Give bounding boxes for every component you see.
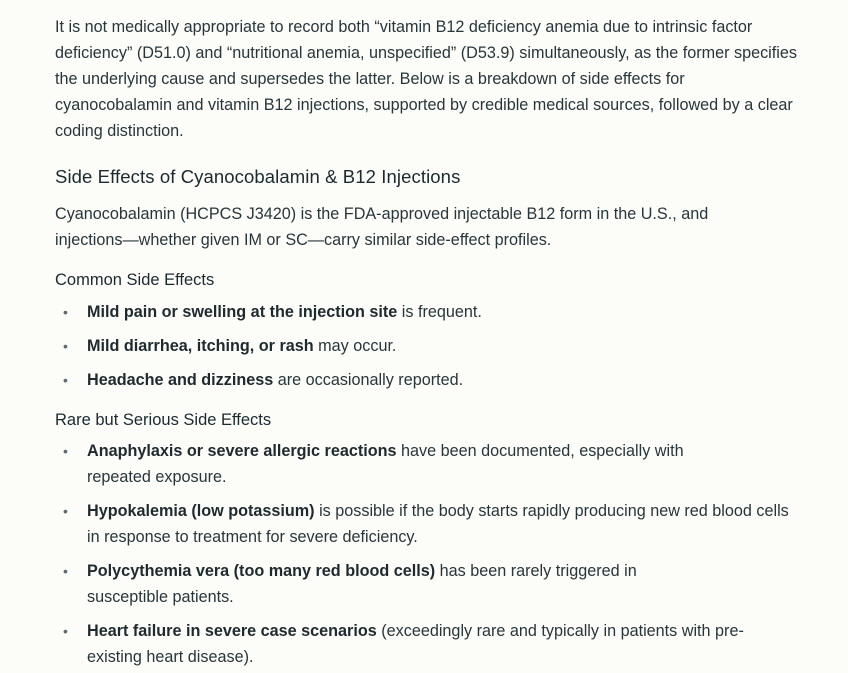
list-item-bold: Mild pain or swelling at the injection site [87, 303, 398, 321]
common-side-effects-list [55, 299, 795, 393]
list-item-bold: Anaphylaxis or severe allergic reactions [87, 442, 397, 460]
list-item [55, 498, 795, 550]
bullet-icon: • [63, 623, 68, 639]
list-item-bold: Heart failure in severe case scenarios [87, 622, 377, 640]
list-item-bold: Mild diarrhea, itching, or rash [87, 337, 314, 355]
list-item-bold: Headache and dizziness [87, 371, 274, 389]
list-item-bold: Hypokalemia (low potassium) [87, 502, 315, 520]
list-item-text: (exceedingly rare and typically in patients with pre-existing heart disease). [87, 622, 744, 666]
list-item-text: is frequent. [397, 303, 482, 321]
bullet-icon: • [63, 304, 68, 320]
intro-paragraph: It is not medically appropriate to record both “vitamin B12 deficiency anemia due to intrinsic factor deficiency” (D51.0) and “nutritional anemia, unspecified” (D53.9) simultaneously, as the former specifies the underlying cause and supersedes the latter. Below is a breakdown of side effects for cyanocobalamin and vitamin B12 injections, supported by credible medical sources, followed by a clear coding distinction. [55, 18, 797, 140]
list-item [55, 299, 795, 325]
list-item-text: are occasionally reported. [273, 371, 464, 389]
bullet-icon: • [63, 563, 68, 579]
rare-side-effects-heading: Rare but Serious Side Effects [55, 411, 272, 429]
list-item [55, 333, 795, 359]
list-item-text: has been rarely triggered in susceptible patients. [87, 562, 637, 606]
section-heading: Side Effects of Cyanocobalamin & B12 Injections [55, 166, 461, 187]
list-item [55, 618, 795, 670]
list-item [55, 438, 795, 490]
list-item [55, 558, 795, 610]
rare-side-effects-list [55, 438, 795, 670]
list-item-bold: Polycythemia vera (too many red blood cells) [87, 562, 436, 580]
bullet-icon: • [63, 372, 68, 388]
list-item-text: may occur. [313, 337, 397, 355]
list-item-text: have been documented, especially with repeated exposure. [87, 442, 684, 486]
bullet-icon: • [63, 338, 68, 354]
list-item-text: is possible if the body starts rapidly producing new red blood cells in response to treatment for severe deficiency. [87, 502, 789, 546]
bullet-icon: • [63, 443, 68, 459]
cyanocobalamin-paragraph: Cyanocobalamin (HCPCS J3420) is the FDA-approved injectable B12 form in the U.S., and injections—whether given IM or SC—carry similar side-effect profiles. [55, 205, 709, 249]
list-item [55, 367, 795, 393]
bullet-icon: • [63, 503, 68, 519]
common-side-effects-heading: Common Side Effects [55, 271, 215, 289]
